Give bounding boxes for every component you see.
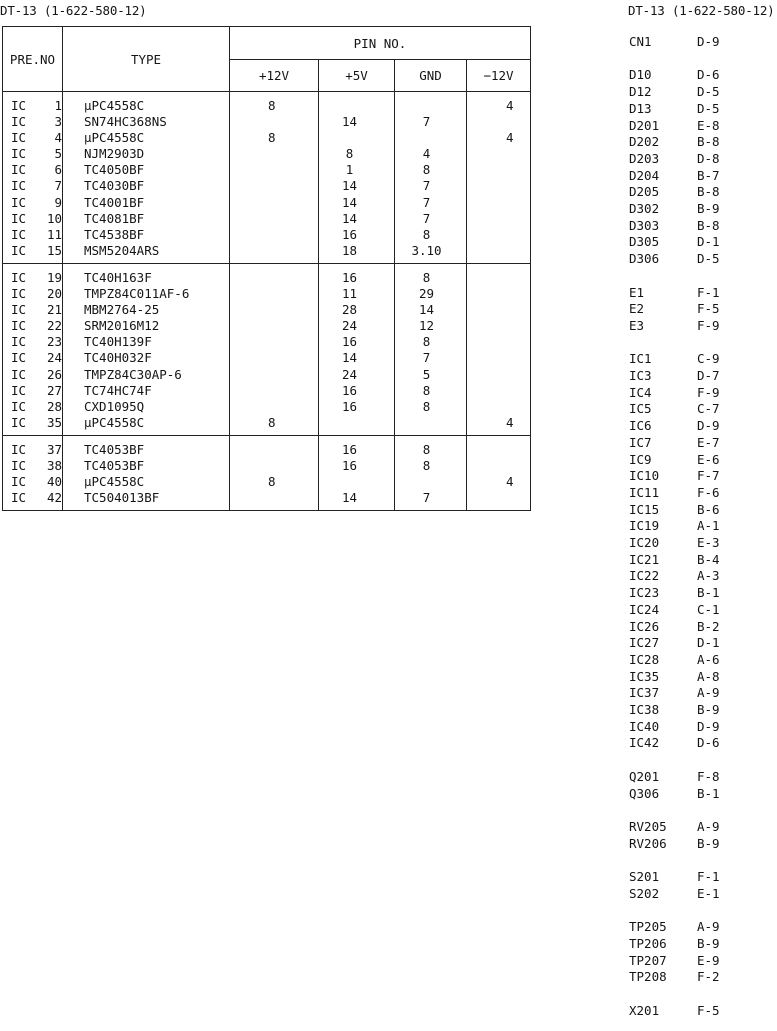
grid-location: D-6 xyxy=(697,735,720,751)
ic-prefix: IC xyxy=(11,318,27,334)
component-ref: IC1 xyxy=(629,351,652,367)
pin-gnd: 7 xyxy=(422,114,431,130)
pin-plus-5v: 16 xyxy=(341,441,358,457)
pin-plus-5v: 8 xyxy=(345,146,354,162)
ic-number: 37 xyxy=(46,441,62,457)
grid-location: B-4 xyxy=(697,551,720,567)
grid-location: F-5 xyxy=(697,1002,720,1018)
component-ref: IC7 xyxy=(629,434,652,450)
ic-prefix: IC xyxy=(11,210,27,226)
ic-prefix: IC xyxy=(11,178,27,194)
pin-no-header: PIN NO. xyxy=(230,27,531,60)
grid-location: D-5 xyxy=(697,100,720,116)
component-ref: IC3 xyxy=(629,368,652,383)
grid-location: D-9 xyxy=(697,718,720,734)
component-ref: D203 xyxy=(629,150,660,166)
pin-plus-5v: 16 xyxy=(341,334,358,350)
component-ref: TP206 xyxy=(629,935,667,951)
grid-location: F-6 xyxy=(697,484,720,500)
pin-gnd: 3.10 xyxy=(411,242,442,258)
ic-number: 21 xyxy=(46,302,62,318)
ic-type: TC40H139F xyxy=(84,334,152,350)
ic-number: 15 xyxy=(46,242,62,258)
grid-location: B-7 xyxy=(697,167,720,183)
ic-type: TC4053BF xyxy=(84,457,145,473)
component-ref: D202 xyxy=(629,134,660,150)
component-ref: IC15 xyxy=(629,501,660,517)
component-ref: E1 xyxy=(629,284,645,300)
plus-5v-header: +5V xyxy=(319,60,395,92)
component-ref: IC28 xyxy=(629,651,660,667)
component-ref: S201 xyxy=(629,869,660,884)
ic-number: 22 xyxy=(46,318,62,334)
ic-number: 42 xyxy=(46,490,62,506)
ic-number: 10 xyxy=(46,210,62,226)
ic-number: 1 xyxy=(54,98,62,113)
ic-type: TC4030BF xyxy=(84,178,145,194)
grid-location: D-8 xyxy=(697,150,720,166)
grid-location: D-7 xyxy=(697,368,720,383)
component-ref: IC5 xyxy=(629,401,652,417)
ic-type: SRM2016M12 xyxy=(84,318,160,334)
grid-location: B-1 xyxy=(697,585,720,601)
ic-type: TMPZ84C30AP-6 xyxy=(84,366,182,382)
pin-gnd: 8 xyxy=(422,382,431,398)
grid-location: B-1 xyxy=(697,785,720,801)
grid-location: E-9 xyxy=(697,952,720,968)
component-ref: D10 xyxy=(629,67,652,83)
pin-plus-5v: 24 xyxy=(341,318,358,334)
ic-prefix: IC xyxy=(11,350,27,366)
ic-prefix: IC xyxy=(11,382,27,398)
ic-prefix: IC xyxy=(11,269,27,285)
grid-location: D-6 xyxy=(697,67,720,83)
ic-type: TC74HC74F xyxy=(84,382,152,398)
component-ref: Q306 xyxy=(629,785,660,801)
pin-gnd: 8 xyxy=(422,162,431,178)
pin-plus-5v: 11 xyxy=(341,286,358,302)
grid-location: E-6 xyxy=(697,451,720,467)
ic-type: SN74HC368NS xyxy=(84,114,167,130)
component-ref: D204 xyxy=(629,167,660,183)
pin-plus-5v: 24 xyxy=(341,366,358,382)
ic-number: 9 xyxy=(54,194,62,210)
pin-plus-12v: 8 xyxy=(268,474,276,490)
grid-location: A-9 xyxy=(697,685,720,701)
component-ref: D306 xyxy=(629,251,660,267)
component-ref: RV206 xyxy=(629,835,667,851)
ic-number: 28 xyxy=(46,398,62,414)
grid-location: B-9 xyxy=(697,201,720,216)
grid-location: C-1 xyxy=(697,601,720,617)
pin-gnd: 7 xyxy=(422,210,431,226)
ic-prefix: IC xyxy=(11,414,27,430)
ic-type: MSM5204ARS xyxy=(84,242,160,258)
component-ref: D201 xyxy=(629,117,660,133)
component-ref: D305 xyxy=(629,234,660,250)
document-title: DT-13 (1-622-580-12) xyxy=(0,3,147,18)
component-ref: IC24 xyxy=(629,601,660,617)
grid-location: F-8 xyxy=(697,768,720,784)
type-header: TYPE xyxy=(63,27,230,92)
ic-type: TC4050BF xyxy=(84,162,145,178)
component-ref: D205 xyxy=(629,184,660,200)
pin-minus-12v: 4 xyxy=(506,414,514,430)
grid-location: A-8 xyxy=(697,668,720,684)
pin-gnd: 4 xyxy=(422,146,431,162)
ic-type: μPC4558C xyxy=(84,414,145,430)
grid-location: A-9 xyxy=(697,919,720,935)
ic-number: 27 xyxy=(46,382,62,398)
component-ref: E2 xyxy=(629,301,645,317)
component-ref: IC37 xyxy=(629,685,660,701)
grid-location: F-9 xyxy=(697,384,720,400)
pin-gnd: 8 xyxy=(422,441,431,457)
component-ref: IC22 xyxy=(629,568,660,584)
grid-location: D-9 xyxy=(697,34,720,49)
ic-number: 26 xyxy=(46,366,62,382)
ic-type: TC4053BF xyxy=(84,441,145,457)
grid-location: B-8 xyxy=(697,217,720,233)
grid-location: F-1 xyxy=(697,869,720,884)
pin-plus-5v: 28 xyxy=(341,302,358,318)
grid-location: B-9 xyxy=(697,835,720,851)
ic-number: 24 xyxy=(46,350,62,366)
ic-prefix: IC xyxy=(11,130,27,146)
grid-location: A-3 xyxy=(697,568,720,584)
ic-type: TC40H032F xyxy=(84,350,152,366)
grid-location: D-1 xyxy=(697,635,720,651)
grid-location: E-8 xyxy=(697,117,720,133)
pin-gnd: 5 xyxy=(422,366,431,382)
grid-location: E-7 xyxy=(697,434,720,450)
pin-plus-5v: 16 xyxy=(341,226,358,242)
ic-type: μPC4558C xyxy=(84,474,145,490)
pin-plus-5v: 14 xyxy=(341,194,358,210)
ic-prefix: IC xyxy=(11,114,27,130)
component-ref: S202 xyxy=(629,885,660,901)
grid-location: B-9 xyxy=(697,702,720,717)
component-ref: IC11 xyxy=(629,484,660,500)
ic-number: 7 xyxy=(54,178,62,194)
grid-location: D-9 xyxy=(697,418,720,434)
ic-number: 4 xyxy=(54,130,62,146)
ic-number: 38 xyxy=(46,457,62,473)
pin-minus-12v: 4 xyxy=(506,98,514,113)
gnd-header: GND xyxy=(395,60,467,92)
component-ref: D302 xyxy=(629,201,660,216)
pin-plus-5v: 14 xyxy=(341,114,358,130)
pin-plus-5v: 14 xyxy=(341,210,358,226)
minus-12v-header: −12V xyxy=(467,60,531,92)
ic-type: μPC4558C xyxy=(84,98,145,113)
pin-gnd: 14 xyxy=(418,302,435,318)
ic-prefix: IC xyxy=(11,162,27,178)
grid-location: B-6 xyxy=(697,501,720,517)
ic-number: 5 xyxy=(54,146,62,162)
component-ref: IC40 xyxy=(629,718,660,734)
component-ref: Q201 xyxy=(629,768,660,784)
pin-plus-12v: 8 xyxy=(268,98,276,113)
grid-location: A-9 xyxy=(697,818,720,834)
component-ref: TP208 xyxy=(629,969,667,985)
ic-number: 11 xyxy=(46,226,62,242)
component-ref: TP207 xyxy=(629,952,667,968)
pin-gnd: 8 xyxy=(422,226,431,242)
ic-number: 3 xyxy=(54,114,62,130)
ic-prefix: IC xyxy=(11,334,27,350)
grid-location: F-1 xyxy=(697,284,720,300)
grid-location: F-7 xyxy=(697,468,720,484)
grid-location: B-9 xyxy=(697,935,720,951)
ic-type: μPC4558C xyxy=(84,130,145,146)
component-ref: IC20 xyxy=(629,535,660,550)
pin-plus-5v: 16 xyxy=(341,398,358,414)
ic-prefix: IC xyxy=(11,226,27,242)
component-ref: IC19 xyxy=(629,518,660,534)
ic-type: TC4001BF xyxy=(84,194,145,210)
ic-prefix: IC xyxy=(11,242,27,258)
component-ref: IC38 xyxy=(629,702,660,717)
component-ref: D12 xyxy=(629,84,652,100)
grid-location: E-1 xyxy=(697,885,720,901)
ic-prefix: IC xyxy=(11,441,27,457)
component-ref: E3 xyxy=(629,317,645,333)
grid-location: A-6 xyxy=(697,651,720,667)
ic-type: CXD1095Q xyxy=(84,398,145,414)
ic-number: 35 xyxy=(46,414,62,430)
component-ref: TP205 xyxy=(629,919,667,935)
component-ref: IC35 xyxy=(629,668,660,684)
pin-gnd: 8 xyxy=(422,334,431,350)
component-ref: RV205 xyxy=(629,818,667,834)
grid-location: C-7 xyxy=(697,401,720,417)
pin-plus-5v: 16 xyxy=(341,269,358,285)
component-ref: D13 xyxy=(629,100,652,116)
grid-location: F-2 xyxy=(697,969,720,985)
pin-gnd: 7 xyxy=(422,350,431,366)
pin-gnd: 7 xyxy=(422,194,431,210)
component-ref: D303 xyxy=(629,217,660,233)
grid-location: B-8 xyxy=(697,184,720,200)
pin-plus-5v: 14 xyxy=(341,178,358,194)
component-ref: IC21 xyxy=(629,551,660,567)
grid-location: C-9 xyxy=(697,351,720,367)
grid-location: F-5 xyxy=(697,301,720,317)
grid-location: D-1 xyxy=(697,234,720,250)
component-ref: IC10 xyxy=(629,468,660,484)
component-ref: IC27 xyxy=(629,635,660,651)
ic-prefix: IC xyxy=(11,98,27,113)
ic-type: TC504013BF xyxy=(84,490,160,506)
component-ref: IC9 xyxy=(629,451,652,467)
pin-gnd: 29 xyxy=(418,286,435,302)
component-ref: IC4 xyxy=(629,384,652,400)
ic-type: NJM2903D xyxy=(84,146,145,162)
grid-location: B-2 xyxy=(697,618,720,634)
ic-number: 23 xyxy=(46,334,62,350)
pin-plus-5v: 16 xyxy=(341,457,358,473)
pin-minus-12v: 4 xyxy=(506,474,514,490)
ic-number: 19 xyxy=(46,269,62,285)
ic-prefix: IC xyxy=(11,302,27,318)
pin-plus-12v: 8 xyxy=(268,130,276,146)
plus-12v-header: +12V xyxy=(230,60,319,92)
ic-prefix: IC xyxy=(11,146,27,162)
pin-plus-5v: 1 xyxy=(345,162,354,178)
pin-gnd: 8 xyxy=(422,398,431,414)
ic-number: 6 xyxy=(54,162,62,178)
component-ref: IC6 xyxy=(629,418,652,434)
ic-prefix: IC xyxy=(11,490,27,506)
pin-gnd: 7 xyxy=(422,490,431,506)
ic-prefix: IC xyxy=(11,474,27,490)
ic-prefix: IC xyxy=(11,194,27,210)
pin-minus-12v: 4 xyxy=(506,130,514,146)
component-ref: IC26 xyxy=(629,618,660,634)
pre-no-header: PRE.NO xyxy=(3,27,63,92)
ic-number: 20 xyxy=(46,286,62,302)
ic-prefix: IC xyxy=(11,398,27,414)
ic-prefix: IC xyxy=(11,457,27,473)
component-ref: IC42 xyxy=(629,735,660,751)
pin-gnd: 7 xyxy=(422,178,431,194)
component-ref: CN1 xyxy=(629,34,652,49)
pin-gnd: 8 xyxy=(422,269,431,285)
ic-type: TMPZ84C011AF-6 xyxy=(84,286,190,302)
ic-type: MBM2764-25 xyxy=(84,302,160,318)
ic-prefix: IC xyxy=(11,366,27,382)
ic-number: 40 xyxy=(46,474,62,490)
pin-gnd: 8 xyxy=(422,457,431,473)
pin-plus-5v: 14 xyxy=(341,350,358,366)
pin-gnd: 12 xyxy=(418,318,435,334)
grid-location: D-5 xyxy=(697,84,720,100)
pin-plus-5v: 18 xyxy=(341,242,358,258)
location-list-title: DT-13 (1-622-580-12) xyxy=(628,3,775,18)
ic-type: TC40H163F xyxy=(84,269,152,285)
grid-location: D-5 xyxy=(697,251,720,267)
pin-plus-5v: 14 xyxy=(341,490,358,506)
ic-type: TC4538BF xyxy=(84,226,145,242)
pin-plus-12v: 8 xyxy=(268,414,276,430)
pin-plus-5v: 16 xyxy=(341,382,358,398)
component-ref: IC23 xyxy=(629,585,660,601)
ic-type: TC4081BF xyxy=(84,210,145,226)
component-ref: X201 xyxy=(629,1002,660,1018)
grid-location: A-1 xyxy=(697,518,720,534)
grid-location: F-9 xyxy=(697,317,720,333)
grid-location: B-8 xyxy=(697,134,720,150)
ic-prefix: IC xyxy=(11,286,27,302)
grid-location: E-3 xyxy=(697,535,720,550)
